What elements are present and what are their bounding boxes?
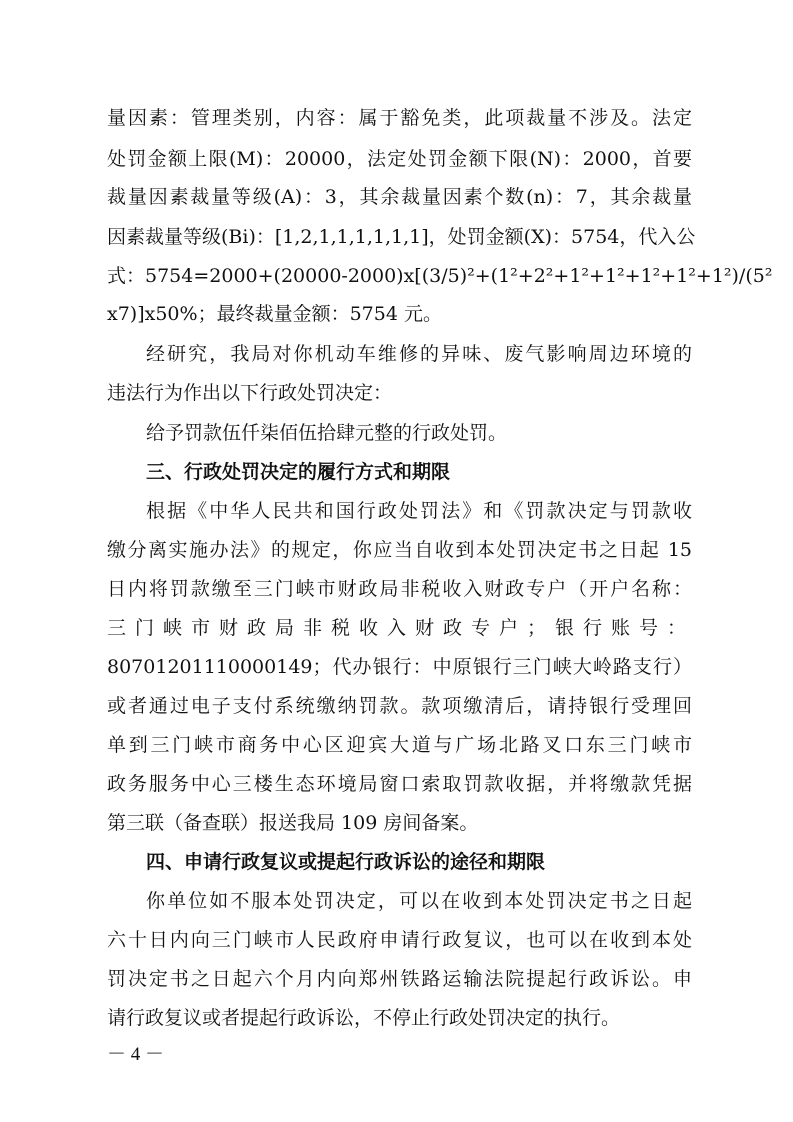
paragraph-first-line: 你单位如不服本处罚决定，可以在收到本处罚决定书之日起 [146, 890, 692, 912]
paragraph-first-line: 根据《中华人民共和国行政处罚法》和《罚款决定与罚款收 [146, 500, 692, 522]
body-text-line: 处罚金额上限(M)：20000，法定处罚金额下限(N)：2000，首要 [107, 148, 692, 170]
body-text-line: 请行政复议或者提起行政诉讼，不停止行政处罚决定的执行。 [107, 1007, 621, 1029]
body-text-line: 第三联（备查联）报送我局 109 房间备案。 [107, 812, 479, 834]
body-text-line: 政务服务中心三楼生态环境局窗口索取罚款收据，并将缴款凭据 [107, 773, 692, 795]
penalty-decision-line: 给予罚款伍仟柒佰伍拾肆元整的行政处罚。 [146, 422, 508, 444]
body-text-line: 三门峡市财政局非税收入财政专户；银行账号： [107, 617, 692, 639]
body-text-line: 式：5754=2000+(20000-2000)x[(3/5)²+(1²+2²+1²+1²+1²+1²+1²)/(5² [107, 265, 773, 287]
page-number: － 4 － [107, 1044, 165, 1065]
body-text-line: 日内将罚款缴至三门峡市财政局非税收入财政专户（开户名称： [107, 578, 692, 600]
body-text-line: 缴分离实施办法》的规定，你应当自收到本处罚决定书之日起 15 [107, 539, 692, 561]
body-text-line: 单到三门峡市商务中心区迎宾大道与广场北路叉口东三门峡市 [107, 734, 692, 756]
section-heading-performance: 三、行政处罚决定的履行方式和期限 [146, 461, 451, 483]
body-text-line: 违法行为作出以下行政处罚决定： [107, 382, 393, 404]
body-text-line: 量因素：管理类别，内容：属于豁免类，此项裁量不涉及。法定 [107, 107, 692, 129]
paragraph-first-line: 经研究，我局对你机动车维修的异味、废气影响周边环境的 [146, 343, 692, 365]
body-text-line: 因素裁量等级(Bi)：[1,2,1,1,1,1,1,1]，处罚金额(X)：5754，代入公 [107, 226, 696, 248]
body-text-line: 裁量因素裁量等级(A)：3，其余裁量因素个数(n)：7，其余裁量 [107, 186, 692, 208]
section-heading-appeal: 四、申请行政复议或提起行政诉讼的途径和期限 [146, 851, 546, 873]
body-text-line: 或者通过电子支付系统缴纳罚款。款项缴清后，请持银行受理回 [107, 695, 692, 717]
body-text-line: 六十日内向三门峡市人民政府申请行政复议，也可以在收到本处 [107, 929, 692, 951]
bank-account-line: 80701201110000149；代办银行：中原银行三门峡大岭路支行） [107, 656, 692, 678]
body-text-line: 罚决定书之日起六个月内向郑州铁路运输法院提起行政诉讼。申 [107, 968, 692, 990]
body-text-line: x7)]x50%；最终裁量金额：5754 元。 [107, 303, 442, 325]
